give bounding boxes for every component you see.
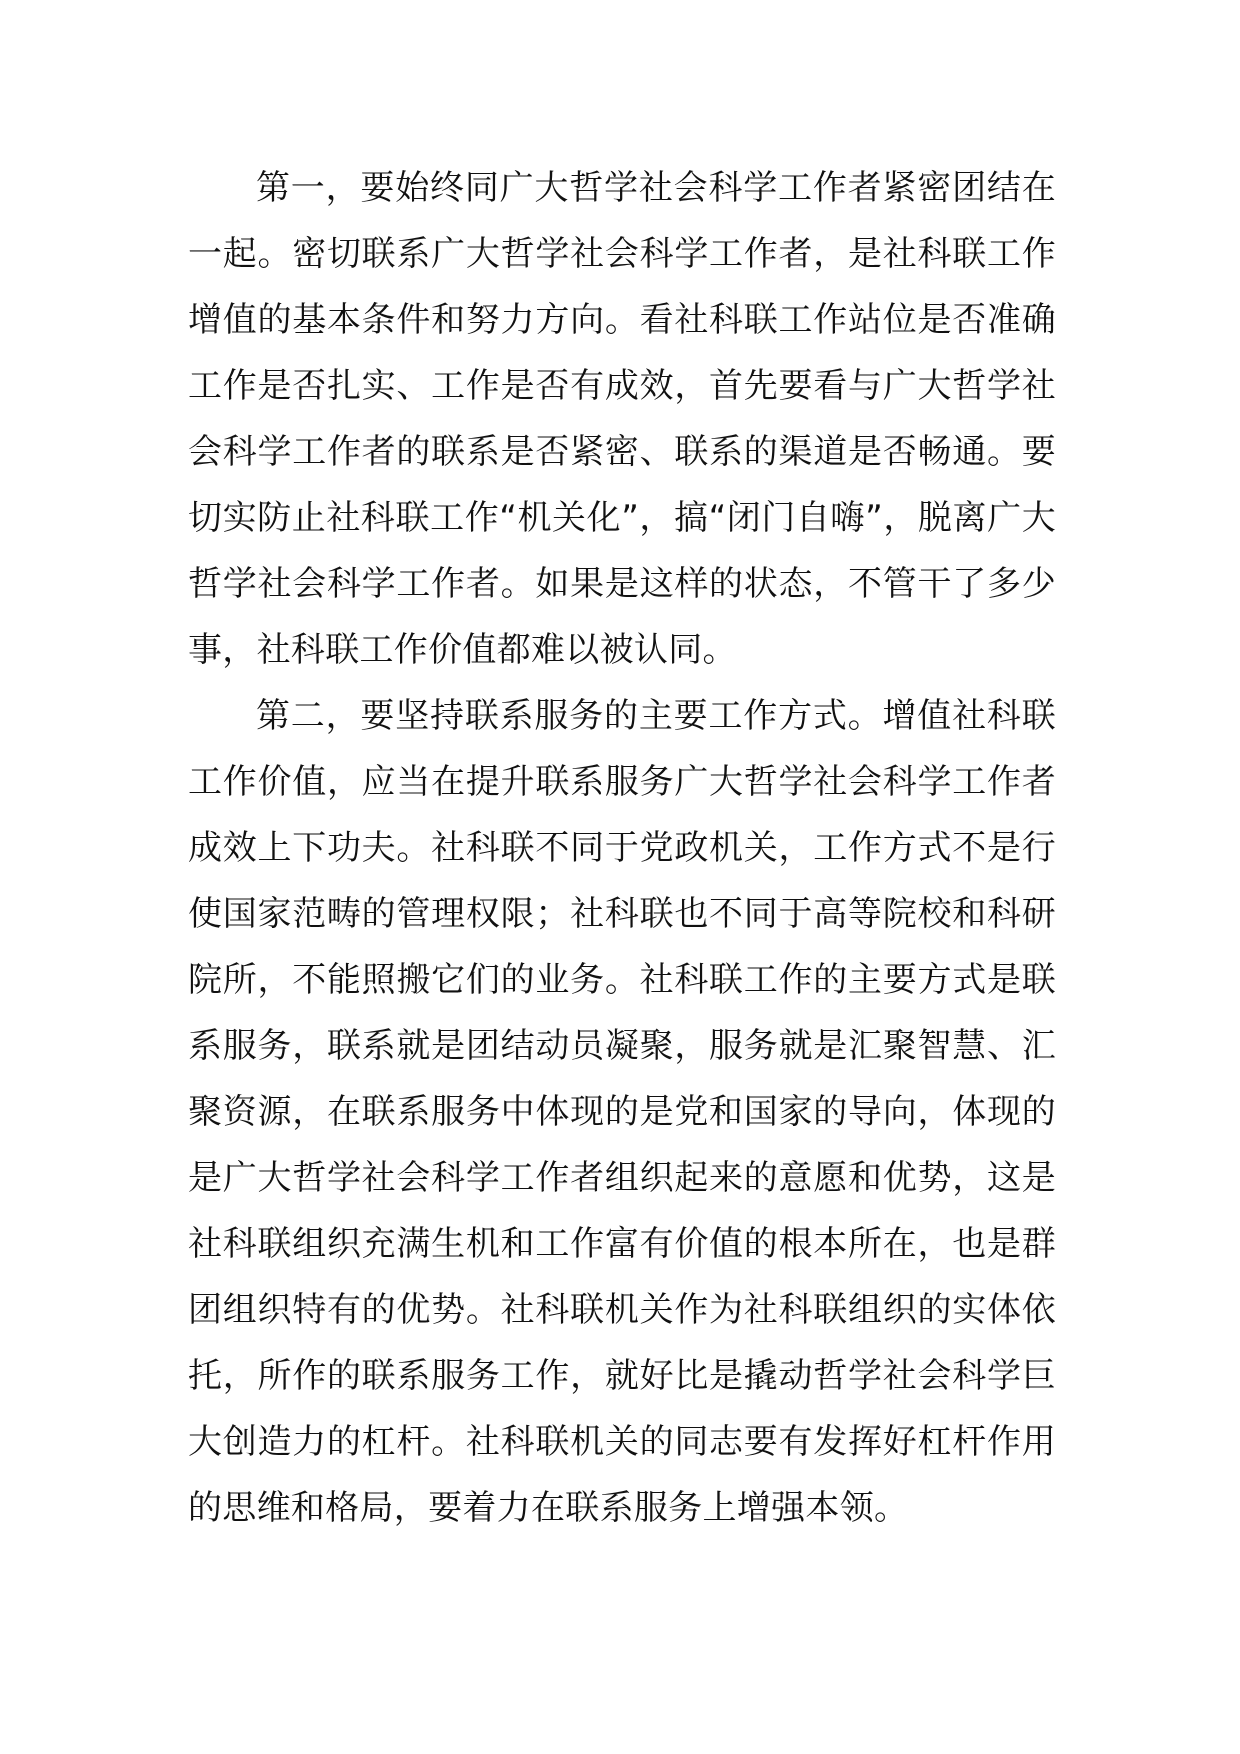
paragraph-1: 第一，要始终同广大哲学社会科学工作者紧密团结在一起。密切联系广大哲学社会科学工作者，是社科联工作增值的基本条件和努力方向。看社科联工作站位是否准确工作是否扎实、工作是否有成效，首先要看与广大哲学社会科学工作者的联系是否紧密、联系的渠道是否畅通。要切实防止社科联工作“机关化”，搞“闭门自嗨”，脱离广大哲学社会科学工作者。如果是这样的状态，不管干了多少事，社科联工作价值都难以被认同。: [188, 168, 1056, 670]
paragraph-2: 第二，要坚持联系服务的主要工作方式。增值社科联工作价值，应当在提升联系服务广大哲学社会科学工作者成效上下功夫。社科联不同于党政机关，工作方式不是行使国家范畴的管理权限；社科联也不同于高等院校和科研院所，不能照搬它们的业务。社科联工作的主要方式是联系服务，联系就是团结动员凝聚，服务就是汇聚智慧、汇聚资源，在联系服务中体现的是党和国家的导向，体现的是广大哲学社会科学工作者组织起来的意愿和优势，这是社科联组织充满生机和工作富有价值的根本所在，也是群团组织特有的优势。社科联机关作为社科联组织的实体依托，所作的联系服务工作，就好比是撬动哲学社会科学巨大创造力的杠杆。社科联机关的同志要有发挥好杠杆作用的思维和格局，要着力在联系服务上增强本领。: [188, 696, 1056, 1528]
document-body: [188, 155, 1056, 1541]
